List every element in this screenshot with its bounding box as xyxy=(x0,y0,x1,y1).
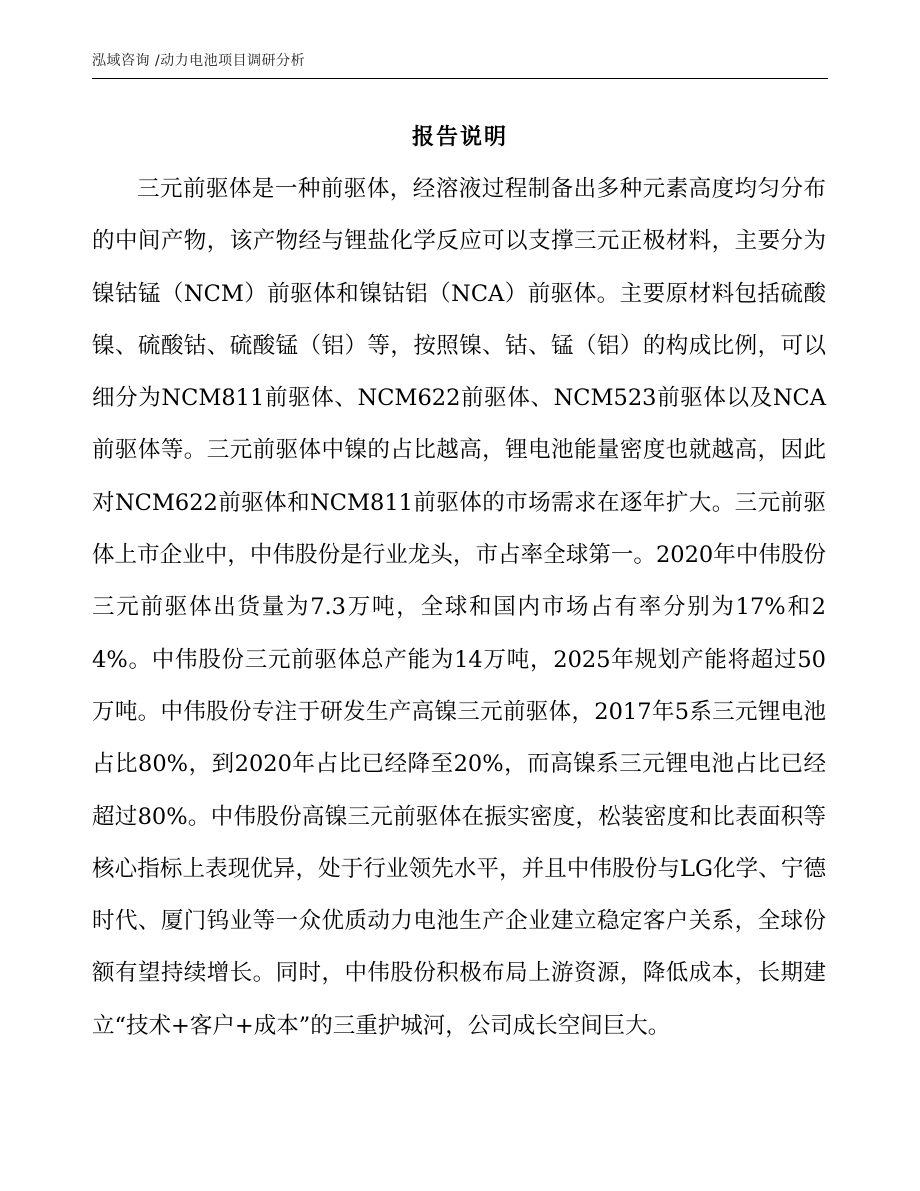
body-paragraph: 三元前驱体是一种前驱体，经溶液过程制备出多种元素高度均匀分布的中间产物，该产物经与锂盐化学反应可以支撑三元正极材料，主要分为镍钴锰（NCM）前驱体和镍钴铝（NCA）前驱体。主要原材料包括硫酸镍、硫酸钴、硫酸锰（铝）等，按照镍、钴、锰（铝）的构成比例，可以细分为NCM811前驱体、NCM622前驱体、NCM523前驱体以及NCA前驱体等。三元前驱体中镍的占比越高，锂电池能量密度也就越高，因此对NCM622前驱体和NCM811前驱体的市场需求在逐年扩大。三元前驱体上市企业中，中伟股份是行业龙头，市占率全球第一。2020年中伟股份三元前驱体出货量为7.3万吨，全球和国内市场占有率分别为17%和24%。中伟股份三元前驱体总产能为14万吨，2025年规划产能将超过50万吨。中伟股份专注于研发生产高镍三元前驱体，2017年5系三元锂电池占比80%，到2020年占比已经降至20%，而高镍系三元锂电池占比已经超过80%。中伟股份高镍三元前驱体在振实密度，松装密度和比表面积等核心指标上表现优异，处于行业领先水平，并且中伟股份与LG化学、宁德时代、厦门钨业等一众优质动力电池生产企业建立稳定客户关系，全球份额有望持续增长。同时，中伟股份积极布局上游资源，降低成本，长期建立“技术+客户+成本”的三重护城河，公司成长空间巨大。 xyxy=(92,176,826,1039)
header-divider xyxy=(92,78,828,79)
section-title: 报告说明 xyxy=(411,125,508,150)
running-header: 泓域咨询 /动力电池项目调研分析 xyxy=(92,53,306,69)
